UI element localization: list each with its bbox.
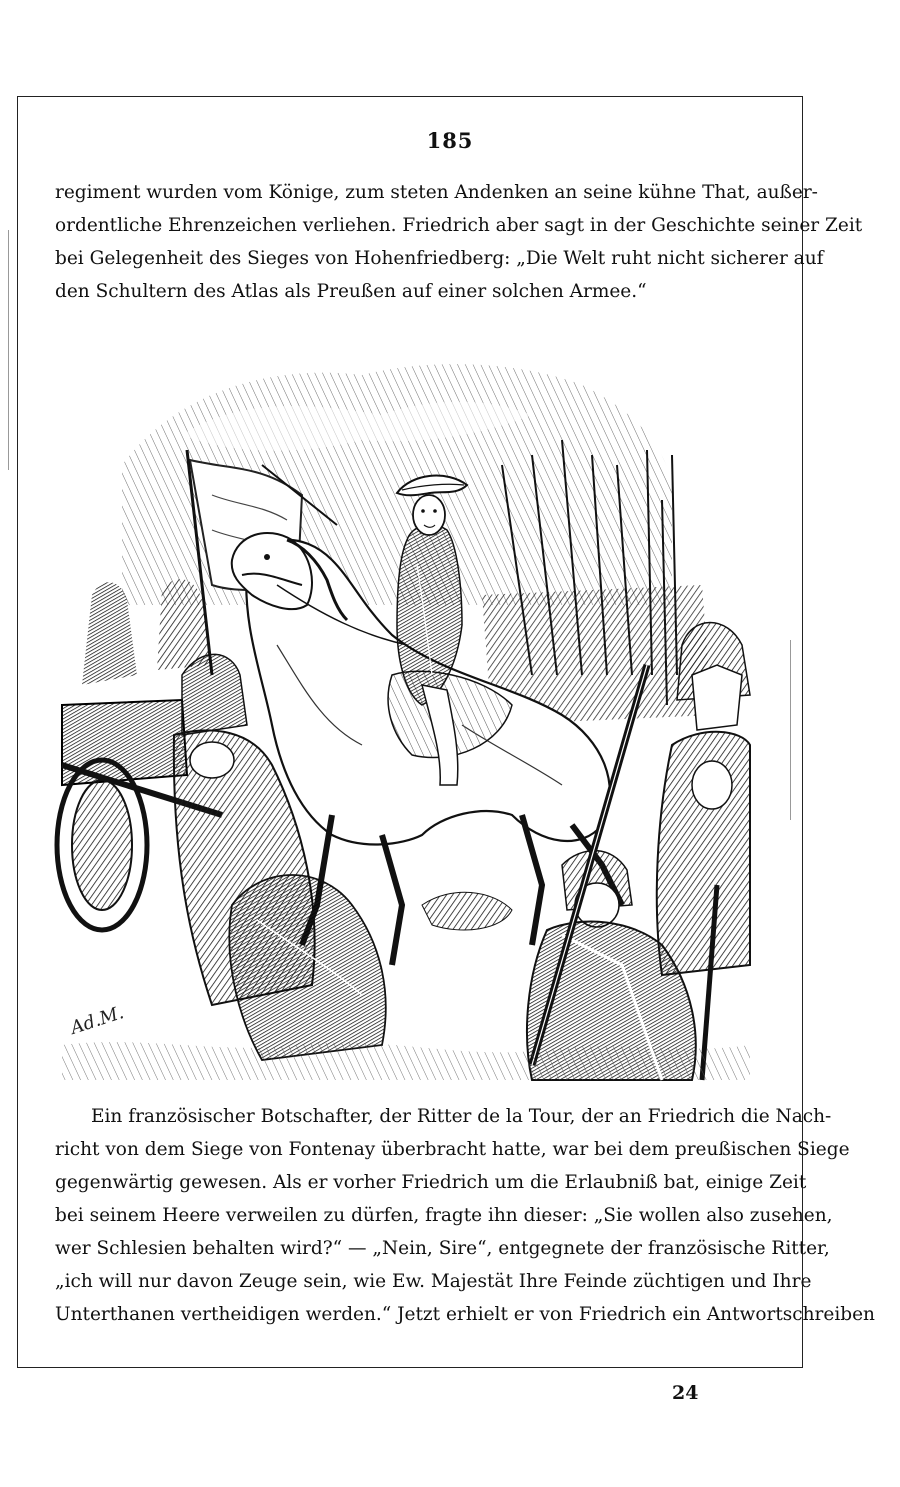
text-line: regiment wurden vom Könige, zum steten Andenken an seine kühne That, außer- [55,182,818,203]
text-line: den Schultern des Atlas als Preußen auf einer solchen Armee.“ [55,281,647,302]
sheet-signature: 24 [672,1382,699,1404]
text-line: „ich will nur davon Zeuge sein, wie Ew. Majestät Ihre Feinde züchtigen und Ihre [55,1271,812,1292]
text-line: Ein französischer Botschafter, der Ritter de la Tour, der an Friedrich die Nach- [91,1106,832,1127]
text-line: richt von dem Siege von Fontenay überbracht hatte, war bei dem preußischen Siege [55,1139,850,1160]
page-number: 185 [426,128,474,153]
text-line: wer Schlesien behalten wird?“ — „Nein, Sire“, entgegnete der französische Ritter, [55,1238,830,1259]
bottom-paragraph [55,1100,875,1331]
battle-illustration [62,345,750,1080]
text-line: Unterthanen vertheidigen werden.“ Jetzt erhielt er von Friedrich ein Antwortschreiben [55,1304,875,1325]
text-line: gegenwärtig gewesen. Als er vorher Friedrich um die Erlaubniß bat, einige Zeit [55,1172,807,1193]
stray-mark [8,230,9,470]
text-line: bei seinem Heere verweilen zu dürfen, fragte ihn dieser: „Sie wollen also zusehen, [55,1205,833,1226]
top-paragraph [55,176,863,308]
stray-mark [790,640,791,820]
text-line: bei Gelegenheit des Sieges von Hohenfriedberg: „Die Welt ruht nicht sicherer auf [55,248,824,269]
text-line: ordentliche Ehrenzeichen verliehen. Friedrich aber sagt in der Geschichte seiner Zeit [55,215,863,236]
artist-signature: Ad.M. [68,1002,127,1039]
